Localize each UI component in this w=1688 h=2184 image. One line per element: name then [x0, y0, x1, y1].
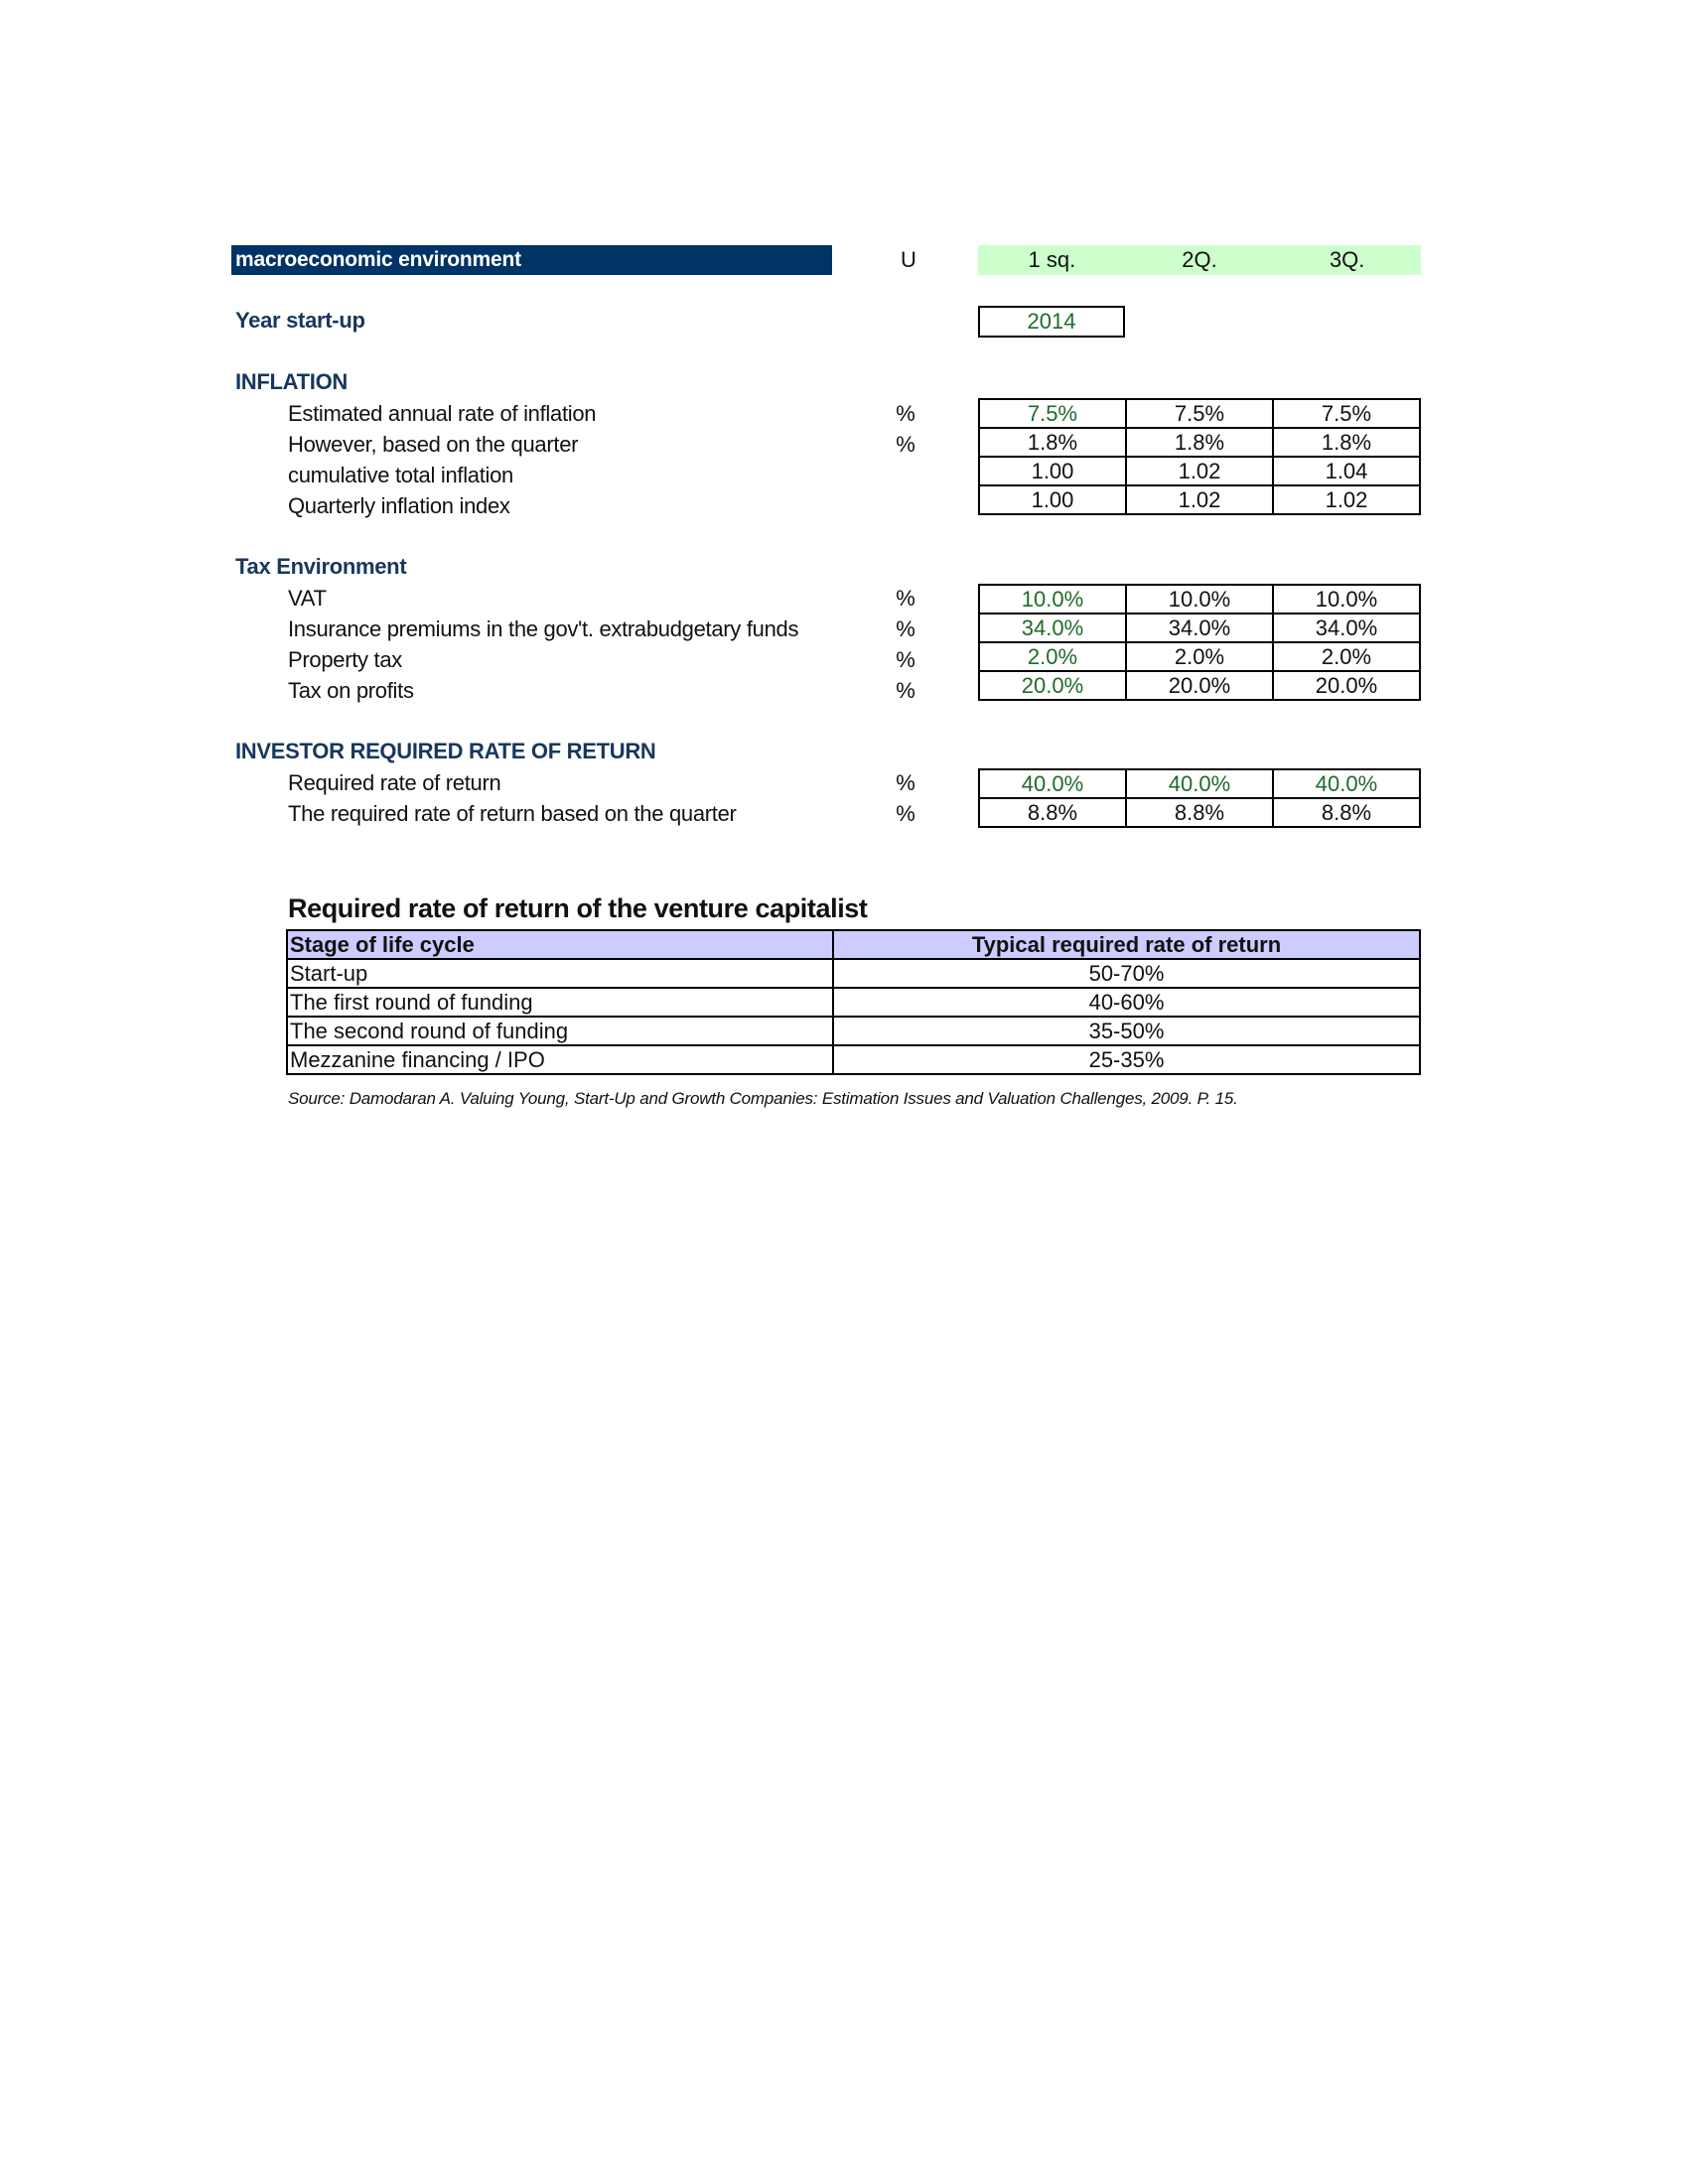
table-row — [979, 457, 1420, 485]
value-cell: 7.5% — [1126, 399, 1273, 428]
stage-cell: Start-up — [287, 959, 833, 988]
rate-cell: 25-35% — [833, 1045, 1420, 1074]
vc-return-table — [286, 929, 1421, 1075]
row-label: cumulative total inflation — [288, 463, 513, 487]
stage-cell: Mezzanine financing / IPO — [287, 1045, 833, 1074]
unit-column-header: U — [901, 247, 916, 272]
table-row — [979, 798, 1420, 827]
row-unit: % — [896, 586, 915, 611]
table-row — [979, 642, 1420, 671]
table-row — [979, 614, 1420, 642]
value-cell: 1.8% — [979, 428, 1126, 457]
row-label: Estimated annual rate of inflation — [288, 401, 597, 426]
rate-cell: 40-60% — [833, 988, 1420, 1017]
row-unit: % — [896, 678, 915, 703]
stage-cell: The second round of funding — [287, 1017, 833, 1045]
row-unit: % — [896, 801, 915, 826]
value-cell: 34.0% — [1273, 614, 1420, 642]
table-row — [287, 1017, 1420, 1045]
row-unit: % — [896, 401, 915, 426]
value-cell: 10.0% — [1273, 585, 1420, 614]
input-cell[interactable]: 7.5% — [979, 399, 1126, 428]
value-cell: 1.8% — [1273, 428, 1420, 457]
value-cell: 1.8% — [1126, 428, 1273, 457]
rate-cell: 35-50% — [833, 1017, 1420, 1045]
table-row — [979, 428, 1420, 457]
table-header-row — [287, 930, 1420, 959]
column-header: Stage of life cycle — [287, 930, 833, 959]
period-header-bar — [978, 245, 1421, 275]
input-cell[interactable]: 10.0% — [979, 585, 1126, 614]
table-row — [979, 585, 1420, 614]
row-unit: % — [896, 770, 915, 795]
input-cell[interactable]: 40.0% — [1126, 769, 1273, 798]
period-header-3: 3Q. — [1329, 247, 1365, 272]
value-cell: 7.5% — [1273, 399, 1420, 428]
value-cell: 8.8% — [979, 798, 1126, 827]
value-cell: 10.0% — [1126, 585, 1273, 614]
value-cell: 1.02 — [1273, 485, 1420, 514]
tax-section-title: Tax Environment — [235, 554, 407, 579]
row-unit: % — [896, 647, 915, 672]
input-cell[interactable]: 34.0% — [979, 614, 1126, 642]
value-cell: 1.02 — [1126, 457, 1273, 485]
table-row — [979, 671, 1420, 700]
section-header-title: macroeconomic environment — [231, 245, 832, 275]
stage-cell: The first round of funding — [287, 988, 833, 1017]
value-cell: 2.0% — [1273, 642, 1420, 671]
input-cell[interactable]: 40.0% — [1273, 769, 1420, 798]
table-row — [287, 959, 1420, 988]
row-label: Quarterly inflation index — [288, 493, 510, 518]
table-row — [979, 485, 1420, 514]
value-cell: 8.8% — [1126, 798, 1273, 827]
value-cell: 1.00 — [979, 485, 1126, 514]
inflation-table — [978, 398, 1421, 515]
value-cell: 1.02 — [1126, 485, 1273, 514]
table-row — [287, 1045, 1420, 1074]
table-row — [979, 769, 1420, 798]
row-label: However, based on the quarter — [288, 432, 579, 457]
row-label: The required rate of return based on the quarter — [288, 801, 737, 826]
value-cell: 1.04 — [1273, 457, 1420, 485]
row-label: VAT — [288, 586, 327, 611]
inflation-section-title: INFLATION — [235, 369, 348, 394]
row-label: Property tax — [288, 647, 403, 672]
row-unit: % — [896, 432, 915, 457]
tax-table — [978, 584, 1421, 701]
investor-section-title: INVESTOR REQUIRED RATE OF RETURN — [235, 739, 656, 763]
value-cell: 34.0% — [1126, 614, 1273, 642]
input-cell[interactable]: 40.0% — [979, 769, 1126, 798]
table-row — [287, 988, 1420, 1017]
value-cell: 2.0% — [1126, 642, 1273, 671]
investor-table — [978, 768, 1421, 828]
period-header-2: 2Q. — [1182, 247, 1217, 272]
value-cell: 8.8% — [1273, 798, 1420, 827]
table-row — [979, 399, 1420, 428]
rate-cell: 50-70% — [833, 959, 1420, 988]
row-label: Insurance premiums in the gov't. extrabudgetary funds — [288, 616, 799, 641]
row-unit: % — [896, 616, 915, 641]
vc-table-title: Required rate of return of the venture capitalist — [288, 893, 868, 923]
row-label: Tax on profits — [288, 678, 414, 703]
value-cell: 1.00 — [979, 457, 1126, 485]
source-citation: Source: Damodaran A. Valuing Young, Start-Up and Growth Companies: Estimation Issues and Valuation Challenges, 2009. P. 15. — [288, 1089, 1238, 1108]
column-header: Typical required rate of return — [833, 930, 1420, 959]
row-label: Required rate of return — [288, 770, 501, 795]
input-cell[interactable]: 2.0% — [979, 642, 1126, 671]
year-startup-label: Year start-up — [235, 308, 365, 333]
value-cell: 20.0% — [1126, 671, 1273, 700]
year-startup-input[interactable]: 2014 — [978, 306, 1125, 338]
input-cell[interactable]: 20.0% — [979, 671, 1126, 700]
period-header-1: 1 sq. — [1028, 247, 1076, 272]
value-cell: 20.0% — [1273, 671, 1420, 700]
